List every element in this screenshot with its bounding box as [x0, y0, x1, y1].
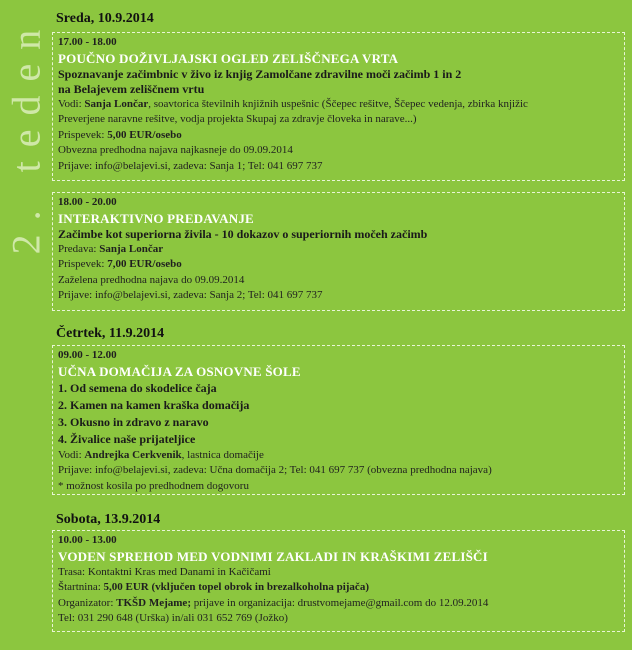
day-heading-saturday: Sobota, 13.9.2014	[56, 512, 161, 527]
event-guide: Vodi: Andrejka Cerkvenik, lastnica domačije	[58, 448, 264, 461]
event-registration: Prijave: info@belajevi.si, zadeva: Sanja 1; Tel: 041 697 737	[58, 159, 323, 172]
event-registration: Prijave: info@belajevi.si, zadeva: Sanja 2; Tel: 041 697 737	[58, 289, 323, 301]
event-predavanje	[52, 192, 625, 311]
event-price: Prispevek: 7,00 EUR/osebo	[58, 258, 182, 270]
week-label	[3, 15, 49, 255]
event-subtitle: Začimbe kot superiorna živila - 10 dokazov o superiornih močeh začimb	[58, 226, 428, 241]
event-fee: Štartnina: 5,00 EUR (vključen topel obrok in brezalkoholna pijača)	[58, 581, 369, 593]
event-guide-cont: Preverjene naravne rešitve, vodja projekta Skupaj za zdravje človeka in narave...)	[58, 113, 417, 125]
event-phone: Tel: 031 290 648 (Urška) in/ali 031 652 769 (Jožko)	[58, 612, 288, 624]
program-item: 2. Kamen na kamen kraška domačija	[58, 397, 250, 412]
event-note: Obvezna predhodna najava najkasneje do 09.09.2014	[58, 144, 293, 156]
event-speaker: Predava: Sanja Lončar	[58, 242, 164, 255]
event-time: 18.00 - 20.00	[58, 196, 117, 208]
day-heading-thursday: Četrtek, 11.9.2014	[56, 326, 165, 341]
event-title: INTERAKTIVNO PREDAVANJE	[58, 210, 254, 226]
event-ogled-vrta	[52, 32, 625, 181]
day-heading-wednesday: Sreda, 10.9.2014	[56, 11, 154, 26]
event-time: 09.00 - 12.00	[58, 349, 117, 361]
event-route: Trasa: Kontaktni Kras med Danami in Kačičami	[58, 565, 271, 578]
event-subtitle: Spoznavanje začimbnic v živo iz knjig Zamolčane zdravilne moči začimb 1 in 2	[58, 66, 462, 81]
event-title: VODEN SPREHOD MED VODNIMI ZAKLADI IN KRAŠKIMI ZELIŠČI	[58, 548, 488, 564]
event-organizer: Organizator: TKŠD Mejame; prijave in organizacija: drustvomejame@gmail.com do 12.09.2014	[58, 596, 489, 609]
program-item: 4. Živalice naše prijateljice	[58, 431, 196, 446]
program-item: 1. Od semena do skodelice čaja	[58, 380, 217, 395]
event-price: Prispevek: 5,00 EUR/osebo	[58, 128, 182, 141]
event-ucna-domacija	[52, 345, 625, 495]
event-guide: Vodi: Sanja Lončar, soavtorica številnih knjižnih uspešnic (Ščepec rešitve, Ščepec vedenja, zbirka knjižic	[58, 97, 528, 110]
event-voden-sprehod	[52, 530, 625, 632]
event-subtitle-2: na Belajevem zeliščnem vrtu	[58, 81, 205, 96]
event-time: 17.00 - 18.00	[58, 36, 117, 48]
event-footnote: * možnost kosila po predhodnem dogovoru	[58, 479, 249, 492]
event-title: POUČNO DOŽIVLJAJSKI OGLED ZELIŠČNEGA VRTA	[58, 50, 399, 66]
event-note: Zaželena predhodna najava do 09.09.2014	[58, 273, 245, 286]
week-label-text: 2. teden	[3, 15, 49, 255]
event-registration: Prijave: info@belajevi.si, zadeva: Učna domačija 2; Tel: 041 697 737 (obvezna predhodna najava)	[58, 464, 492, 476]
event-time: 10.00 - 13.00	[58, 534, 117, 546]
event-title: UČNA DOMAČIJA ZA OSNOVNE ŠOLE	[58, 363, 301, 379]
program-item: 3. Okusno in zdravo z naravo	[58, 414, 209, 429]
